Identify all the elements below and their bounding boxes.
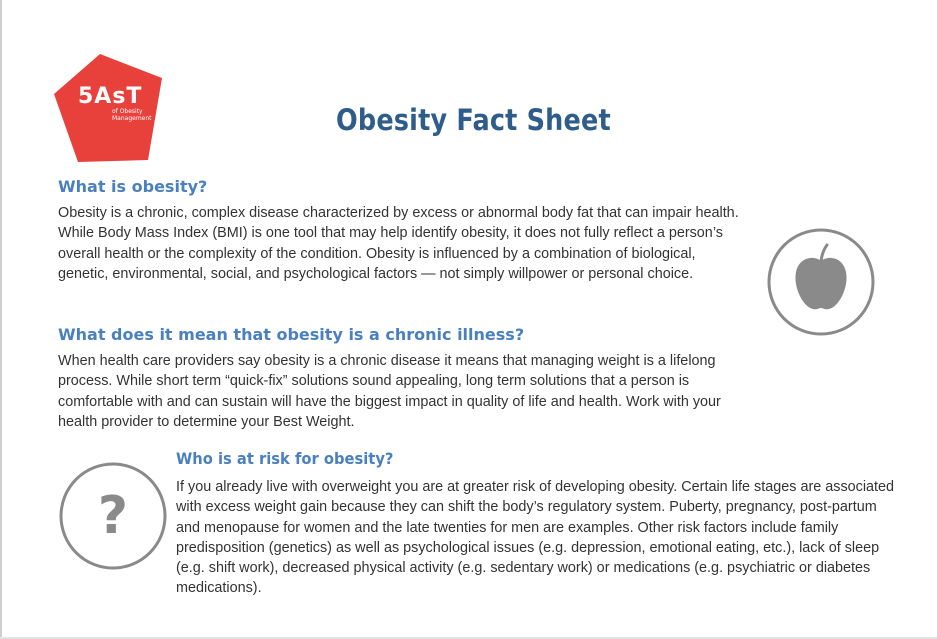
page-left-border (0, 0, 2, 639)
apple-icon (766, 227, 876, 337)
section-heading-chronic-illness: What does it mean that obesity is a chronic illness? (58, 325, 525, 344)
section-body-chronic-illness: When health care providers say obesity is a chronic disease it means that managing weight is a lifelong process. While short term “quick-fix” solutions sound appealing, long term solutions that a person is comfortable with and can sustain will have the biggest impact in quality of life and health. Work with your health provider to determine your Best Weight. (58, 353, 721, 430)
logo-subtitle: of Obesity Management (112, 108, 152, 122)
section-body-who-is-at-risk: If you already live with overweight you are at greater risk of developing obesity. Certain life stages are associated with excess weight gain because they can shift the body’s regulatory system. Puberty, pregnancy, post-partum and menopause for women and the late twenties for men are examples. Other risk factors include family predisposition (genetics) as well as psychological issues (e.g. depression, emotional eating, etc.), lack of sleep (e.g. shift work), decreased physical activity (e.g. sedentary work) or medications (e.g. psychiatric or diabetes medications). (176, 479, 895, 597)
question-mark-glyph: ? (97, 486, 129, 546)
page-title: Obesity Fact Sheet (336, 103, 611, 137)
question-mark-icon (58, 461, 168, 571)
logo-brand: 5AsT (78, 84, 143, 109)
section-heading-what-is-obesity: What is obesity? (58, 177, 208, 196)
logo (50, 50, 166, 166)
section-body-what-is-obesity: Obesity is a chronic, complex disease characterized by excess or abnormal body fat that can impair health. While Body Mass Index (BMI) is one tool that may help identify obesity, it does not fully reflect a person’s overall health or the complexity of the condition. Obesity is influenced by a combination of biological, genetic, environmental, social, and psychological factors — not simply willpower or personal choice. (58, 205, 739, 282)
section-heading-who-is-at-risk: Who is at risk for obesity? (176, 449, 394, 468)
